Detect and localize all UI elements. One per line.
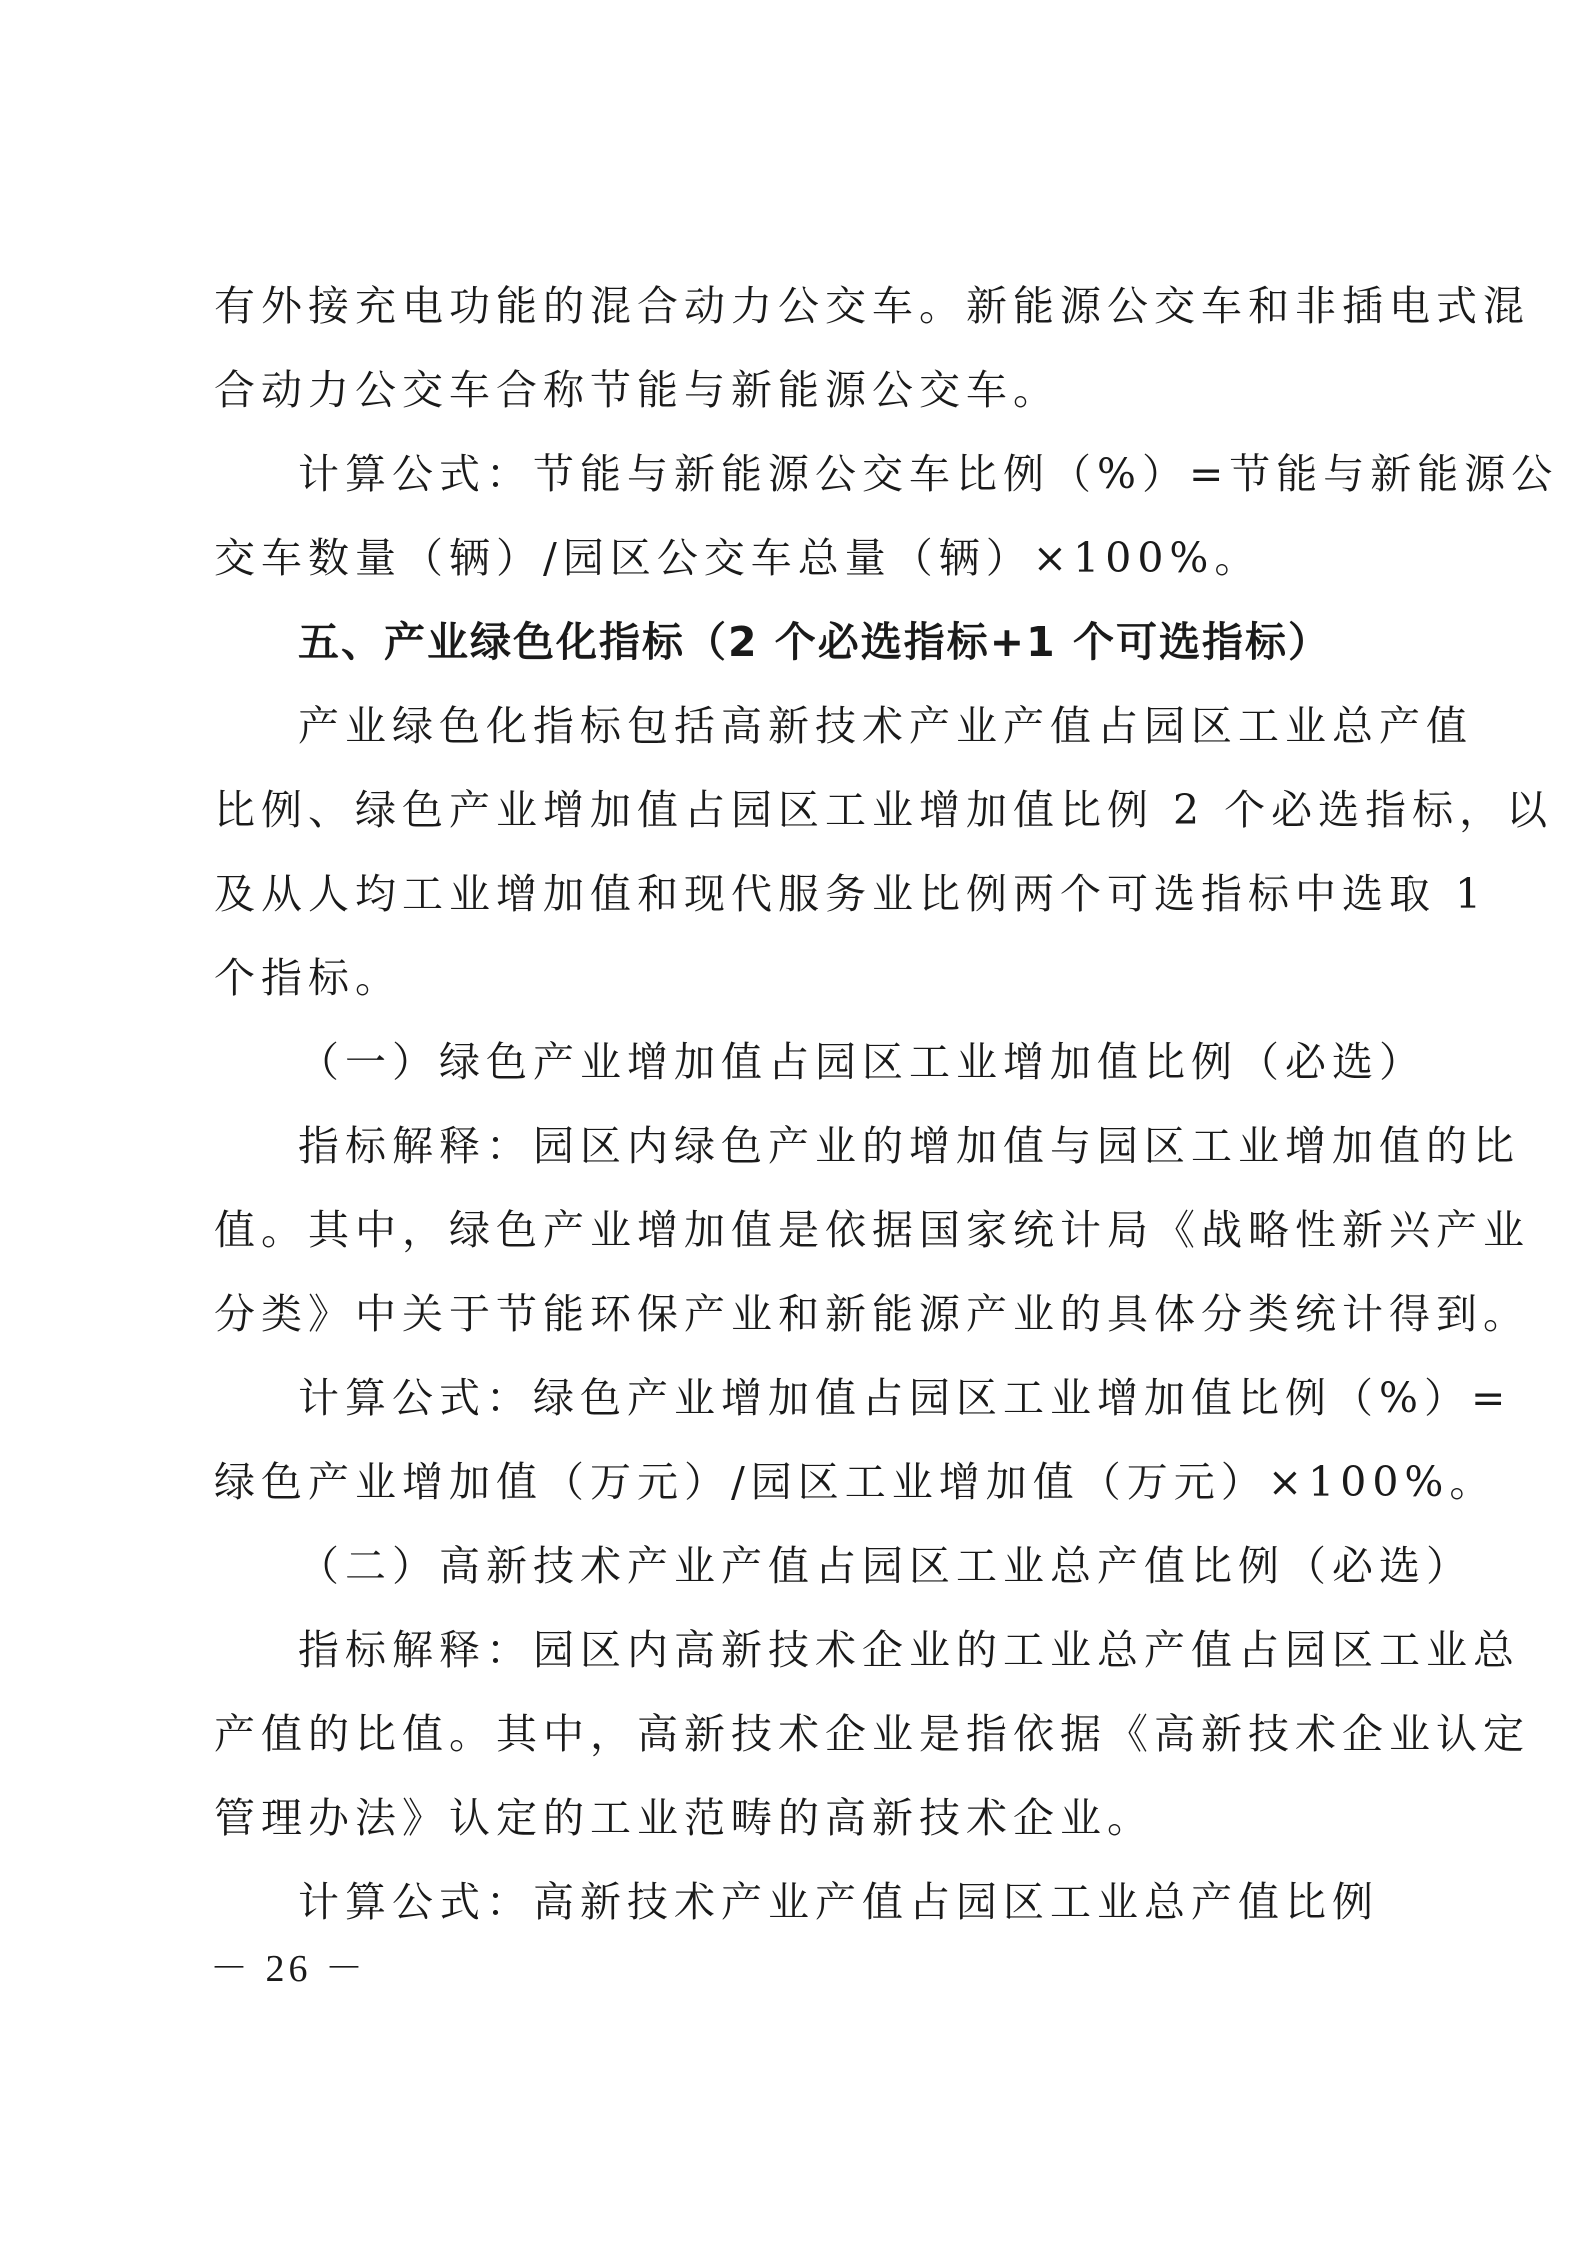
section-heading: 五、产业绿色化指标（2 个必选指标+1 个可选指标） (298, 618, 1331, 666)
formula-line: 交车数量（辆）/园区公交车总量（辆）×100%。 (214, 534, 1262, 582)
body-text (214, 264, 1559, 1944)
paragraph-line: 值。其中，绿色产业增加值是依据国家统计局《战略性新兴产业 (214, 1206, 1530, 1254)
subsection-heading: （一）绿色产业增加值占园区工业增加值比例（必选） (298, 1038, 1426, 1086)
paragraph-line: 分类》中关于节能环保产业和新能源产业的具体分类统计得到。 (214, 1290, 1530, 1338)
paragraph-line: 个指标。 (214, 954, 402, 1002)
paragraph-line: 比例、绿色产业增加值占园区工业增加值比例 2 个必选指标，以 (214, 786, 1554, 834)
paragraph-line: 产业绿色化指标包括高新技术产业产值占园区工业总产值 (298, 702, 1473, 750)
formula-line: 计算公式：高新技术产业产值占园区工业总产值比例 (298, 1878, 1379, 1926)
page-number: － 26 － (210, 1948, 368, 1990)
paragraph-line: 指标解释：园区内绿色产业的增加值与园区工业增加值的比 (298, 1122, 1520, 1170)
paragraph-line: 产值的比值。其中，高新技术企业是指依据《高新技术企业认定 (214, 1710, 1530, 1758)
formula-line: 计算公式：节能与新能源公交车比例（%）=节能与新能源公 (298, 450, 1559, 498)
paragraph-line: 及从人均工业增加值和现代服务业比例两个可选指标中选取 1 (214, 870, 1488, 918)
paragraph-line: 管理办法》认定的工业范畴的高新技术企业。 (214, 1794, 1154, 1842)
paragraph-line: 合动力公交车合称节能与新能源公交车。 (214, 366, 1060, 414)
formula-line: 计算公式：绿色产业增加值占园区工业增加值比例（%）= (298, 1374, 1512, 1422)
formula-line: 绿色产业增加值（万元）/园区工业增加值（万元）×100%。 (214, 1458, 1497, 1506)
subsection-heading: （二）高新技术产业产值占园区工业总产值比例（必选） (298, 1542, 1473, 1590)
paragraph-line: 指标解释：园区内高新技术企业的工业总产值占园区工业总 (298, 1626, 1520, 1674)
paragraph-line: 有外接充电功能的混合动力公交车。新能源公交车和非插电式混 (214, 282, 1530, 330)
